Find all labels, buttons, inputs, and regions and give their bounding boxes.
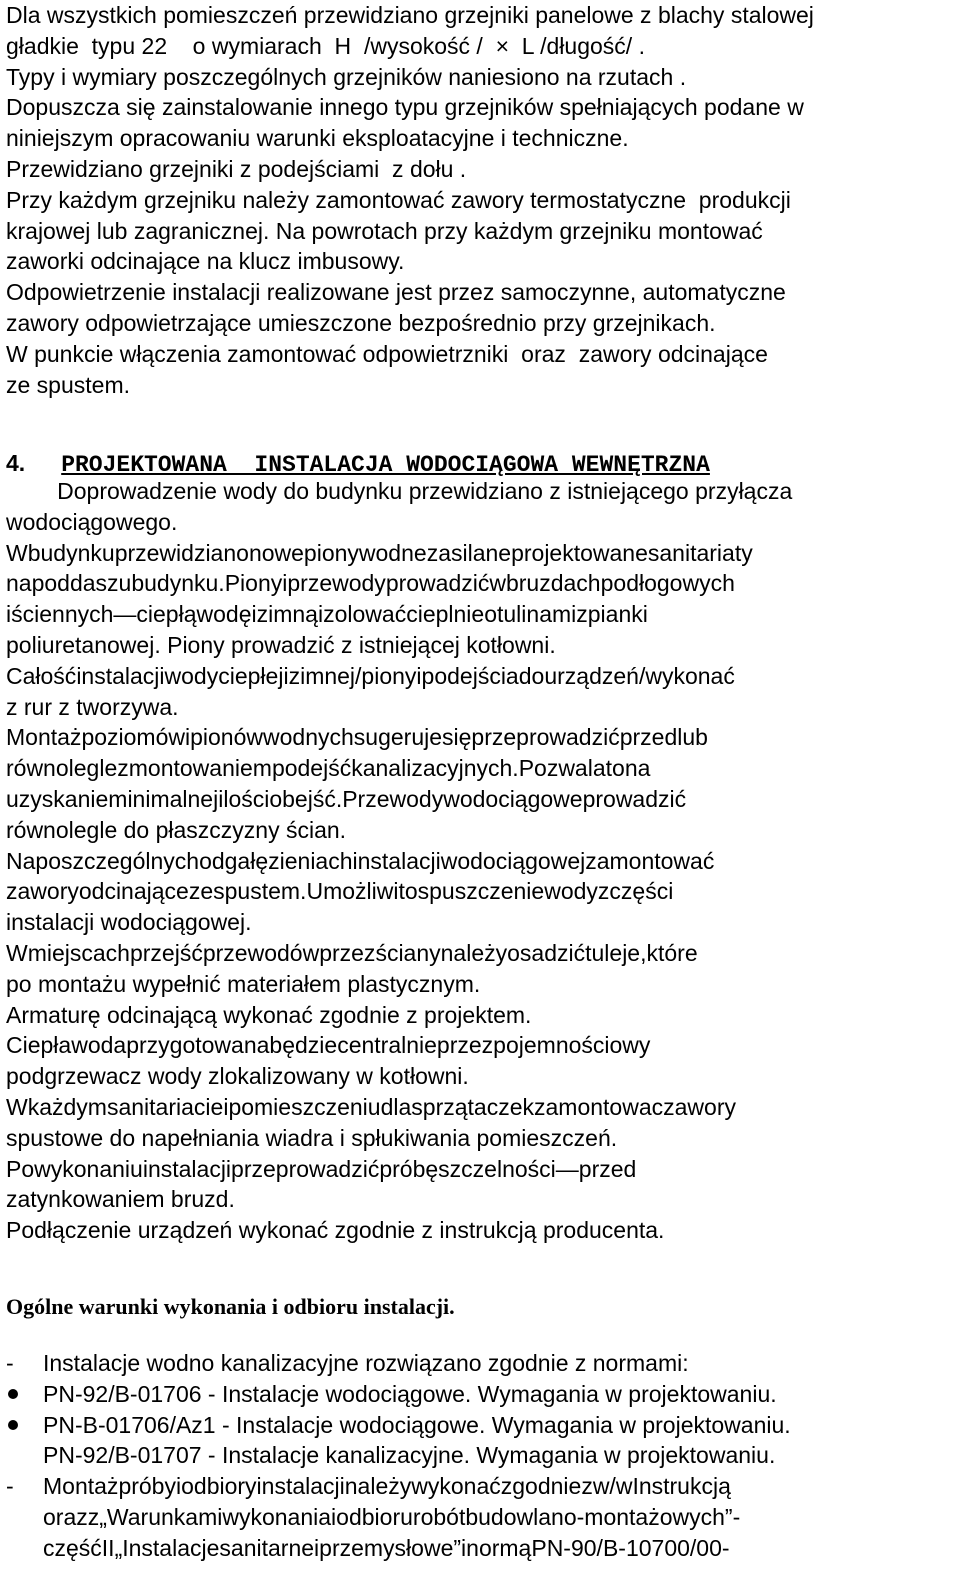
bullet-icon <box>6 1379 36 1410</box>
text-line: równoleglezmontowaniempodejśćkanalizacyjnych.Pozwalatona <box>6 755 651 782</box>
text-line: Dla wszystkich pomieszczeń przewidziano grzejniki panelowe z blachy stalowej <box>6 2 814 28</box>
text-line: częśćII„Instalacjesanitarneiprzemysłowe”inormąPN-90/B-10700/00- <box>43 1534 730 1561</box>
text-line: spustowe do napełniania wiadra i spłukiwania pomieszczeń. <box>6 1124 618 1151</box>
text-line: Podłączenie urządzeń wykonać zgodnie z instrukcją producenta. <box>6 1217 665 1244</box>
text-line: Dopuszcza się zainstalowanie innego typu grzejników spełniających podane w <box>6 94 804 121</box>
text-line: Montażpróbyiodbioryinstalacjinależywykonaćzgodniezw/wInstrukcją <box>43 1473 731 1500</box>
dash-marker: - <box>6 1350 14 1376</box>
text-line: Doprowadzenie wody do budynku przewidziano z istniejącego przyłącza <box>6 478 793 504</box>
text-line: instalacji wodociągowej. <box>6 909 252 936</box>
dash-marker: - <box>6 1473 14 1500</box>
text-line: Przy każdym grzejniku należy zamontować zawory termostatyczne produkcji <box>6 186 791 213</box>
text-line: równolegle do płaszczyzny ścian. <box>6 816 347 843</box>
text-line: orazz„Warunkamiwykonaniaiodbiorurobótbudowlano-montażowych”- <box>43 1503 741 1530</box>
text-line: zaworyodcinającezespustem.Umożliwitospuszczeniewodyzczęści <box>6 878 674 905</box>
text-line: ze spustem. <box>6 371 130 398</box>
text-line: Odpowietrzenie instalacji realizowane jest przez samoczynne, automatyczne <box>6 279 786 306</box>
text-line: niniejszym opracowaniu warunki eksploatacyjne i techniczne. <box>6 125 629 152</box>
list-item <box>6 1379 948 1410</box>
list-item-text: PN-B-01706/Az1 - Instalacje wodociągowe. Wymagania w projektowaniu. <box>43 1411 791 1438</box>
text-line: Wmiejscachprzejśćprzewodówprzezścianynależyosadzićtuleje,które <box>6 939 698 966</box>
text-line: napoddaszubudynku.Pionyiprzewodyprowadzićwbruzdachpodłogowych <box>6 570 735 597</box>
section-title: PROJEKTOWANA INSTALACJA WODOCIĄGOWA WEWNĘTRZNA <box>61 452 710 478</box>
text-line: zaworki odcinające na klucz imbusowy. <box>6 248 405 275</box>
text-line: W punkcie włączenia zamontować odpowietrzniki oraz zawory odcinające <box>6 340 768 367</box>
text-line: gładkie typu 22 o wymiarach H /wysokość / × L /długość/ . <box>6 32 645 59</box>
list-item-text: Instalacje wodno kanalizacyjne rozwiązano zgodnie z normami: <box>43 1350 689 1376</box>
text-line: podgrzewacz wody zlokalizowany w kotłowni. <box>6 1063 469 1090</box>
text-line: poliuretanowej. Piony prowadzić z istniejącej kotłowni. <box>6 631 556 658</box>
text-line: wodociągowego. <box>6 508 178 535</box>
text-line: Przewidziano grzejniki z podejściami z dołu . <box>6 155 467 182</box>
text-line: Wbudynkuprzewidzianonowepionywodnezasilaneprojektowanesanitariaty <box>6 539 753 566</box>
text-line: Armaturę odcinającą wykonać zgodnie z projektem. <box>6 1001 532 1028</box>
text-line: Montażpoziomówipionówwodnychsugerujesięprzeprowadzićprzedlub <box>6 724 708 751</box>
text-line: uzyskanieminimalnejilościobejść.Przewodywodociągoweprowadzić <box>6 785 687 812</box>
text-line: Całośćinstalacjiwodyciepłejizimnej/pionyipodejściadourządzeń/wykonać <box>6 662 735 689</box>
general-conditions-heading: Ogólne warunki wykonania i odbioru instalacji. <box>6 1294 455 1319</box>
section-number: 4. <box>6 450 26 476</box>
text-line: po montażu wypełnić materiałem plastycznym. <box>6 970 481 997</box>
text-line: Wkażdymsanitariacieipomieszczeniudlasprzątaczekzamontowaczawory <box>6 1093 736 1120</box>
radiators-paragraph <box>6 0 948 400</box>
text-line: Naposzczególnychodgałęzieniachinstalacjiwodociągowejzamontować <box>6 847 715 874</box>
list-item <box>6 1410 948 1472</box>
montaz-text <box>43 1471 948 1563</box>
text-line: iściennych—ciepłąwodęizimnąizolowaćcieplnieotulinamizpianki <box>6 601 648 628</box>
list-item-text: PN-92/B-01707 - Instalacje kanalizacyjne. Wymagania w projektowaniu. <box>43 1442 776 1469</box>
text-line: Typy i wymiary poszczególnych grzejników naniesiono na rzutach . <box>6 63 687 90</box>
text-line: zatynkowaniem bruzd. <box>6 1186 235 1213</box>
text-line: Powykonaniuinstalacjiprzeprowadzićpróbęszczelności—przed <box>6 1155 637 1182</box>
list-item <box>6 1471 948 1563</box>
text-line: krajowej lub zagranicznej. Na powrotach przy każdym grzejniku montować <box>6 217 763 244</box>
text-line: zawory odpowietrzające umieszczone bezpośrednio przy grzejnikach. <box>6 309 716 336</box>
water-installation-body <box>6 476 948 1246</box>
text-line: Ciepławodaprzygotowanabędziecentralnieprzezpojemnościowy <box>6 1032 651 1059</box>
bullet-icon <box>6 1410 36 1441</box>
list-item-text: PN-92/B-01706 - Instalacje wodociągowe. Wymagania w projektowaniu. <box>43 1380 777 1407</box>
text-line: z rur z tworzywa. <box>6 693 179 720</box>
list-item <box>6 1348 948 1379</box>
standards-list <box>6 1348 948 1564</box>
